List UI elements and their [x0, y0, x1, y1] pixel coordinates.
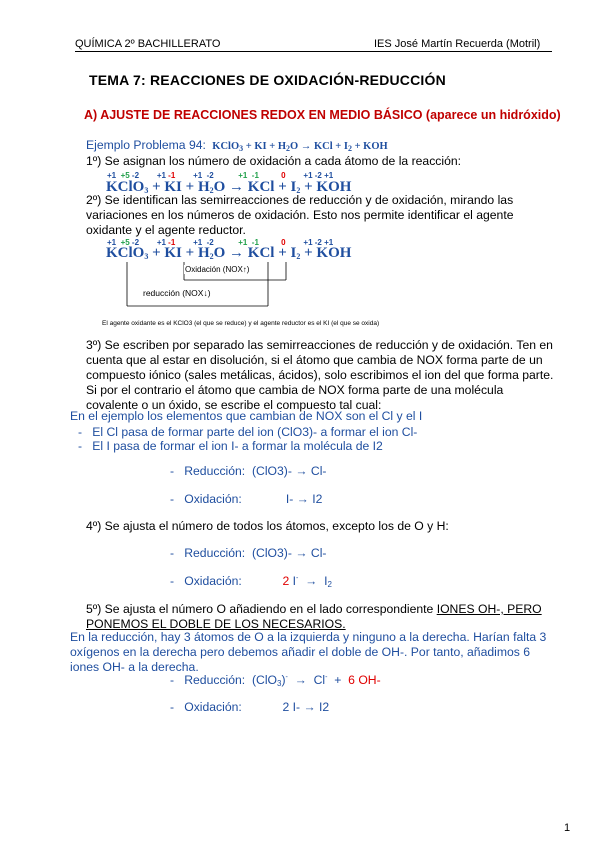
header-divider [75, 51, 552, 52]
step-4-text: 4º) Se ajusta el número de todos los átomos, excepto los de O y H: [86, 519, 449, 533]
bullet-text-cl: El Cl pasa de formar parte del ion (ClO3)- a formar el ion Cl- [92, 425, 418, 439]
oxidation-equation: I- → I2 [285, 492, 323, 506]
half-reaction-oxidation-1: - Oxidación: I- → I2 [170, 492, 323, 506]
reduction-label: reducción (NOX↓) [143, 288, 211, 298]
oxidation-label: Oxidación (NOX↑) [185, 265, 250, 274]
page-number: 1 [564, 822, 571, 834]
example-label-text: Ejemplo Problema 94: [86, 138, 206, 152]
hydroxide-term: 6 OH- [348, 673, 381, 687]
agents-note: El agente oxidante es el KClO3 (el que se reduce) y el agente reductor es el KI (el que se oxida) [102, 320, 380, 327]
reduction-label-text: Reducción: [184, 673, 246, 687]
half-reaction-reduction-1: - Reducción: (ClO3)- → Cl- [170, 464, 327, 478]
step-5-explanation: En la reducción, hay 3 átomos de O a la izquierda y ninguno a la derecha. Harían falta 3 oxígenos en la derecha pero debemos añadir el doble de OH-. Por tanto, añadimos 6 iones OH- a la derecha. [70, 630, 547, 674]
example-label [86, 138, 388, 153]
half-reaction-oxidation-3: - Oxidación: 2 I- → I2 [170, 700, 330, 714]
oxidation-label-text: Oxidación: [184, 492, 242, 506]
section-heading: A) AJUSTE DE REACCIONES REDOX EN MEDIO BÁSICO (aparece un hidróxido) [84, 108, 561, 122]
coefficient-two: 2 [282, 574, 290, 588]
step-5-emphasis: IONES OH-, PERO PONEMOS EL DOBLE DE LOS NECESARIOS. [86, 602, 542, 631]
oxidation-balanced-equation: 2 I- → I2 [282, 700, 330, 714]
bullet-text-i: El I pasa de formar el ion I- a formar la molécula de I2 [92, 439, 383, 453]
half-reaction-reduction-3: - Reducción: (ClO$_3$)- → Cl- + 6 OH- [170, 673, 381, 688]
reduction-label-text: Reducción: [184, 546, 246, 560]
bullet-item: - El I pasa de formar el ion I- a formar la molécula de I2 [78, 439, 383, 453]
step-5-lead: 5º) Se ajusta el número O añadiendo en el lado correspondiente [86, 602, 434, 616]
header-course: QUÍMICA 2º BACHILLERATO [75, 38, 221, 50]
oxidation-label-text: Oxidación: [184, 574, 242, 588]
reduction-equation: (ClO3)- → Cl- [251, 464, 327, 478]
bullet-item: - El Cl pasa de formar parte del ion (ClO3)- a formar el ion Cl- [78, 425, 418, 439]
oxidation-numbers-row-1: +1 +5 -2 +1 -1 +1 -2 +1 -1 0 +1 -2 +1 [107, 171, 334, 180]
reaction-equation-2: KClO$_3$ + KI + $H_2O$ → KCl + $I_2$ + KOH [106, 245, 352, 261]
half-reaction-reduction-2: - Reducción: (ClO3)- → Cl- [170, 546, 327, 560]
header-school: IES José Martín Recuerda (Motril) [374, 38, 541, 50]
step-3-text: 3º) Se escriben por separado las semirreacciones de reducción y de oxidación. Ten en cuenta que al estar en disolución, si el átomo que cambia de NOX forma parte de un compuesto iónico (sales metálicas, ácidos), solo escribimos el ion del que forma parte. Si por el contrario el átomo que cambia de NOX forma parte de una molécula covalente o un óxido, se escribe el compuesto tal cual: [86, 338, 554, 412]
page-title: TEMA 7: REACCIONES DE OXIDACIÓN-REDUCCIÓN [89, 72, 446, 88]
reduction-label-text: Reducción: [184, 464, 246, 478]
half-reaction-oxidation-2: - Oxidación: 2 $I^- \to I_2$ [170, 574, 332, 589]
step-2-text: 2º) Se identifican las semirreacciones de reducción y de oxidación, mirando las variaciones en los números de oxidación. Esto nos permite identificar el agente oxidante y el agente reductor. [86, 193, 514, 237]
step-3-example: En el ejemplo los elementos que cambian de NOX son el Cl y el I [70, 409, 423, 423]
oxidation-numbers-row-2: +1 +5 -2 +1 -1 +1 -2 +1 -1 0 +1 -2 +1 [107, 238, 334, 247]
step-1-text: 1º) Se asignan los número de oxidación a cada átomo de la reacción: [86, 154, 462, 168]
oxidation-label-text: Oxidación: [184, 700, 242, 714]
example-reaction: KClO$_3$ + KI + $H_2O$ → KCl + $I_2$ + KOH [212, 141, 388, 153]
reduction-equation: (ClO3)- → Cl- [251, 546, 327, 560]
step-5-text [86, 602, 556, 632]
reaction-equation-1: KClO$_3$ + KI + $H_2O$ → KCl + $I_2$ + KOH [106, 179, 352, 195]
